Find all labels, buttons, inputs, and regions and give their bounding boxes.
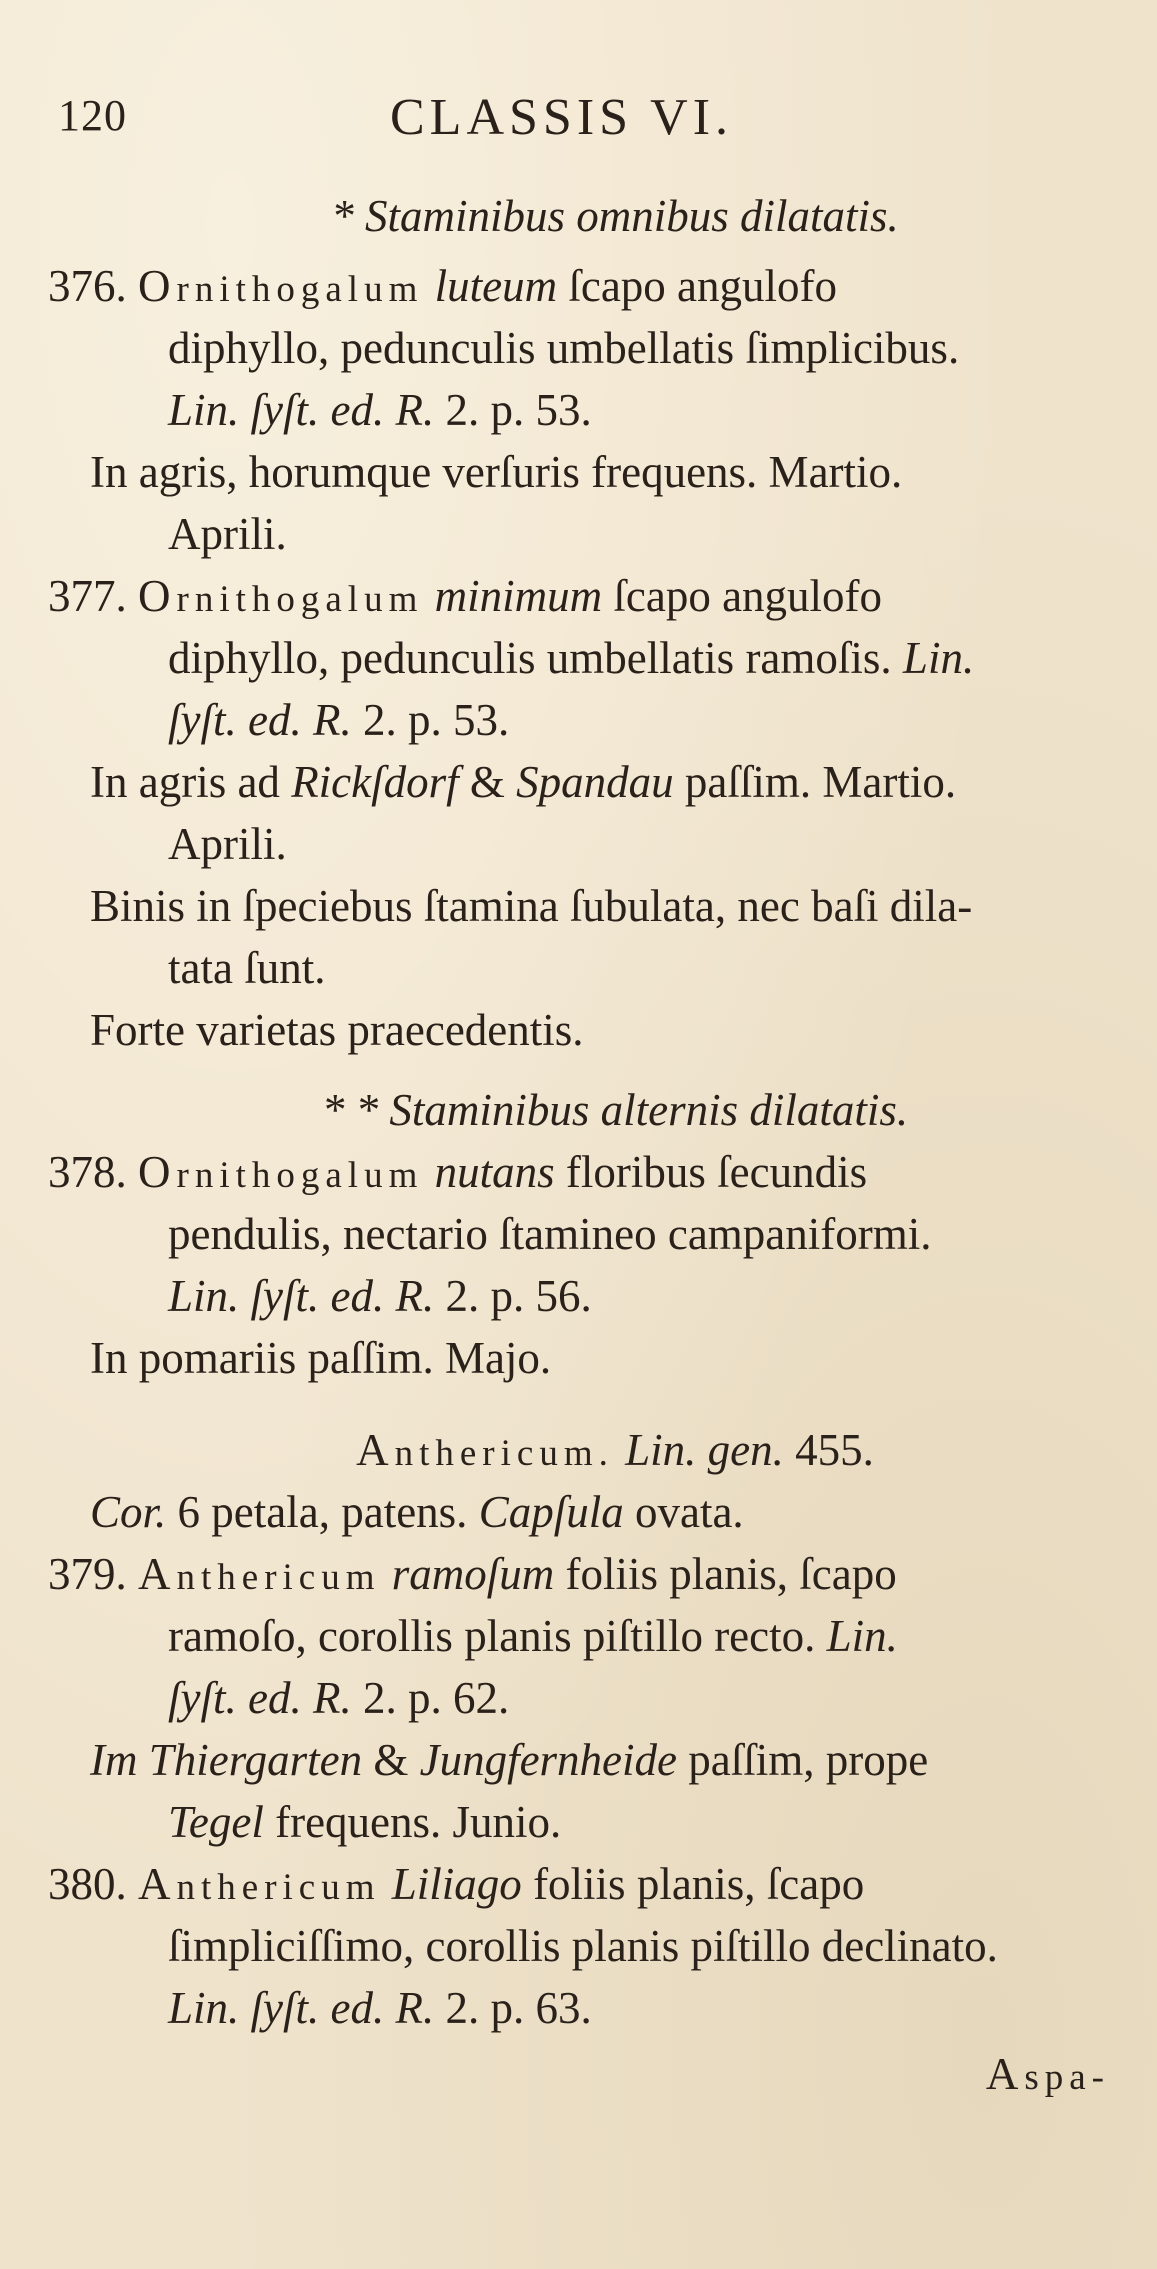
entry-380-line-1-part-5: foliis planis, ſcapo xyxy=(521,1859,865,1909)
entry-379-line-3-part-1: 2. p. 62. xyxy=(351,1673,510,1723)
entry-378-line-1-part-1: O xyxy=(138,1147,177,1197)
entry-379-habitat-1-part-0: Im Thiergarten xyxy=(90,1735,363,1785)
entry-380-line-1-part-4: Liliago xyxy=(391,1859,522,1909)
entry-377-habitat-1 xyxy=(90,751,1120,813)
entry-379-line-1-part-1: A xyxy=(138,1549,177,1599)
section-heading-1-part-0: * Staminibus omnibus dilatatis. xyxy=(331,191,899,241)
entry-377-note-1 xyxy=(90,875,1120,937)
genus-heading-part-0: A xyxy=(356,1425,395,1475)
entry-377-line-1-part-2: rnithogalum xyxy=(176,579,424,620)
entry-380-line-1 xyxy=(48,1853,1120,1915)
catchword xyxy=(110,2043,1120,2105)
entry-378-line-1-part-4: nutans xyxy=(434,1147,555,1197)
page-number: 120 xyxy=(58,91,127,140)
genus-description-part-3: ovata. xyxy=(623,1487,744,1537)
entry-377-line-3-part-1: 2. p. 53. xyxy=(351,695,510,745)
text-block xyxy=(48,185,1120,2105)
catchword-part-1: spa- xyxy=(1024,2057,1110,2098)
running-head xyxy=(58,78,1098,158)
entry-379-line-1-part-2: nthericum xyxy=(176,1557,381,1598)
entry-380-line-3-part-0: Lin. ſyſt. ed. R. xyxy=(168,1983,435,2033)
entry-377-habitat-1-part-3: Spandau xyxy=(516,757,674,807)
entry-376-line-1 xyxy=(48,255,1120,317)
entry-378-line-1-part-5: floribus ſecundis xyxy=(554,1147,868,1197)
entry-380-line-1-part-3 xyxy=(381,1859,392,1909)
entry-377-line-2-part-0: diphyllo, pedunculis umbellatis ramoſis. xyxy=(168,633,903,683)
genus-description xyxy=(90,1481,1120,1543)
genus-heading-part-1: nthericum. xyxy=(394,1433,614,1474)
entry-377-habitat-1-part-4: paſſim. Martio. xyxy=(673,757,957,807)
entry-378-line-3-part-1: 2. p. 56. xyxy=(434,1271,592,1321)
entry-377-habitat-1-part-0: In agris ad xyxy=(90,757,292,807)
genus-heading xyxy=(110,1419,1120,1481)
entry-377-note-2-part-0: tata ſunt. xyxy=(168,943,326,993)
entry-379-line-3 xyxy=(110,1667,1120,1729)
entry-376-line-3-part-1: 2. p. 53. xyxy=(434,385,592,435)
entry-379-habitat-2-part-0: Tegel xyxy=(168,1797,264,1847)
genus-description-part-2: Capſula xyxy=(478,1487,624,1537)
entry-379-habitat-1-part-2: Jungfernheide xyxy=(419,1735,678,1785)
entry-377-line-1 xyxy=(48,565,1120,627)
entry-376-line-1-part-0: 376. xyxy=(48,261,138,311)
entry-379-line-1 xyxy=(48,1543,1120,1605)
entry-378-line-1-part-3 xyxy=(423,1147,434,1197)
entry-377-note-3 xyxy=(90,999,1120,1061)
entry-379-line-1-part-0: 379. xyxy=(48,1549,138,1599)
entry-376-line-1-part-5: ſcapo angulofo xyxy=(557,261,838,311)
genus-heading-part-4: 455. xyxy=(783,1425,874,1475)
page-title: CLASSIS VI. xyxy=(390,89,734,146)
genus-heading-part-2 xyxy=(614,1425,625,1475)
entry-377-habitat-1-part-1: Rickſdorf xyxy=(291,757,459,807)
entry-376-line-1-part-2: rnithogalum xyxy=(176,269,424,310)
entry-378-line-3 xyxy=(110,1265,1120,1327)
entry-379-line-1-part-4: ramoſum xyxy=(391,1549,555,1599)
entry-376-line-1-part-3 xyxy=(423,261,434,311)
entry-378-line-2-part-0: pendulis, nectario ſtamineo campaniformi. xyxy=(168,1209,932,1259)
entry-376-line-2 xyxy=(110,317,1120,379)
entry-378-habitat xyxy=(90,1327,1120,1389)
section-heading-1 xyxy=(110,185,1120,247)
entry-380-line-2 xyxy=(110,1915,1120,1977)
entry-379-line-3-part-0: ſyſt. ed. R. xyxy=(168,1673,352,1723)
entry-379-habitat-2 xyxy=(110,1791,1120,1853)
entry-378-line-3-part-0: Lin. ſyſt. ed. R. xyxy=(168,1271,435,1321)
entry-377-line-2-part-1: Lin. xyxy=(902,633,975,683)
entry-377-line-1-part-5: ſcapo angulofo xyxy=(602,571,883,621)
entry-379-line-1-part-3 xyxy=(381,1549,392,1599)
entry-376-habitat-1 xyxy=(90,441,1120,503)
entry-379-line-2-part-1: Lin. xyxy=(826,1611,898,1661)
entry-377-line-1-part-1: O xyxy=(138,571,177,621)
catchword-part-0: A xyxy=(985,2049,1025,2099)
entry-378-line-1 xyxy=(48,1141,1120,1203)
entry-377-line-3 xyxy=(110,689,1120,751)
entry-380-line-1-part-0: 380. xyxy=(48,1859,138,1909)
entry-378-line-1-part-0: 378. xyxy=(48,1147,138,1197)
entry-377-line-3-part-0: ſyſt. ed. R. xyxy=(168,695,352,745)
entry-379-habitat-1 xyxy=(90,1729,1120,1791)
entry-376-line-1-part-1: O xyxy=(138,261,177,311)
entry-378-habitat-part-0: In pomariis paſſim. Majo. xyxy=(90,1333,552,1383)
entry-376-habitat-2-part-0: Aprili. xyxy=(168,509,287,559)
genus-heading-part-3: Lin. gen. xyxy=(625,1425,784,1475)
entry-377-line-1-part-3 xyxy=(423,571,434,621)
entry-379-habitat-1-part-1: & xyxy=(362,1735,420,1785)
entry-377-habitat-2 xyxy=(110,813,1120,875)
entry-377-note-2 xyxy=(110,937,1120,999)
entry-377-line-2 xyxy=(110,627,1120,689)
entry-376-line-2-part-0: diphyllo, pedunculis umbellatis ſimplicibus. xyxy=(168,323,960,373)
section-heading-2 xyxy=(110,1079,1120,1141)
entry-379-habitat-2-part-1: frequens. Junio. xyxy=(263,1797,562,1847)
entry-377-note-1-part-0: Binis in ſpeciebus ſtamina ſubulata, nec baſi dila- xyxy=(90,881,973,931)
section-heading-2-part-0: * * Staminibus alternis dilatatis. xyxy=(321,1085,909,1135)
genus-description-part-1: 6 petala, patens. xyxy=(166,1487,479,1537)
genus-description-part-0: Cor. xyxy=(90,1487,167,1537)
entry-377-line-1-part-0: 377. xyxy=(48,571,138,621)
entry-377-habitat-1-part-2: & xyxy=(458,757,517,807)
entry-379-line-1-part-5: foliis planis, ſcapo xyxy=(554,1549,897,1599)
entry-379-line-2-part-0: ramoſo, corollis planis piſtillo recto. xyxy=(168,1611,827,1661)
entry-380-line-3-part-1: 2. p. 63. xyxy=(434,1983,592,2033)
entry-380-line-1-part-2: nthericum xyxy=(176,1867,381,1908)
entry-378-line-2 xyxy=(110,1203,1120,1265)
entry-376-habitat-2 xyxy=(110,503,1120,565)
entry-378-line-1-part-2: rnithogalum xyxy=(176,1155,424,1196)
entry-380-line-3 xyxy=(110,1977,1120,2039)
entry-376-line-3 xyxy=(110,379,1120,441)
entry-379-line-2 xyxy=(110,1605,1120,1667)
entry-377-habitat-2-part-0: Aprili. xyxy=(168,819,287,869)
entry-380-line-2-part-0: ſimpliciſſimo, corollis planis piſtillo declinato. xyxy=(168,1921,998,1971)
entry-377-line-1-part-4: minimum xyxy=(434,571,603,621)
entry-376-habitat-1-part-0: In agris, horumque verſuris frequens. Martio. xyxy=(90,447,903,497)
entry-376-line-1-part-4: luteum xyxy=(434,261,558,311)
entry-377-note-3-part-0: Forte varietas praecedentis. xyxy=(90,1005,584,1055)
entry-380-line-1-part-1: A xyxy=(138,1859,177,1909)
entry-376-line-3-part-0: Lin. ſyſt. ed. R. xyxy=(168,385,435,435)
entry-379-habitat-1-part-3: paſſim, prope xyxy=(677,1735,929,1785)
